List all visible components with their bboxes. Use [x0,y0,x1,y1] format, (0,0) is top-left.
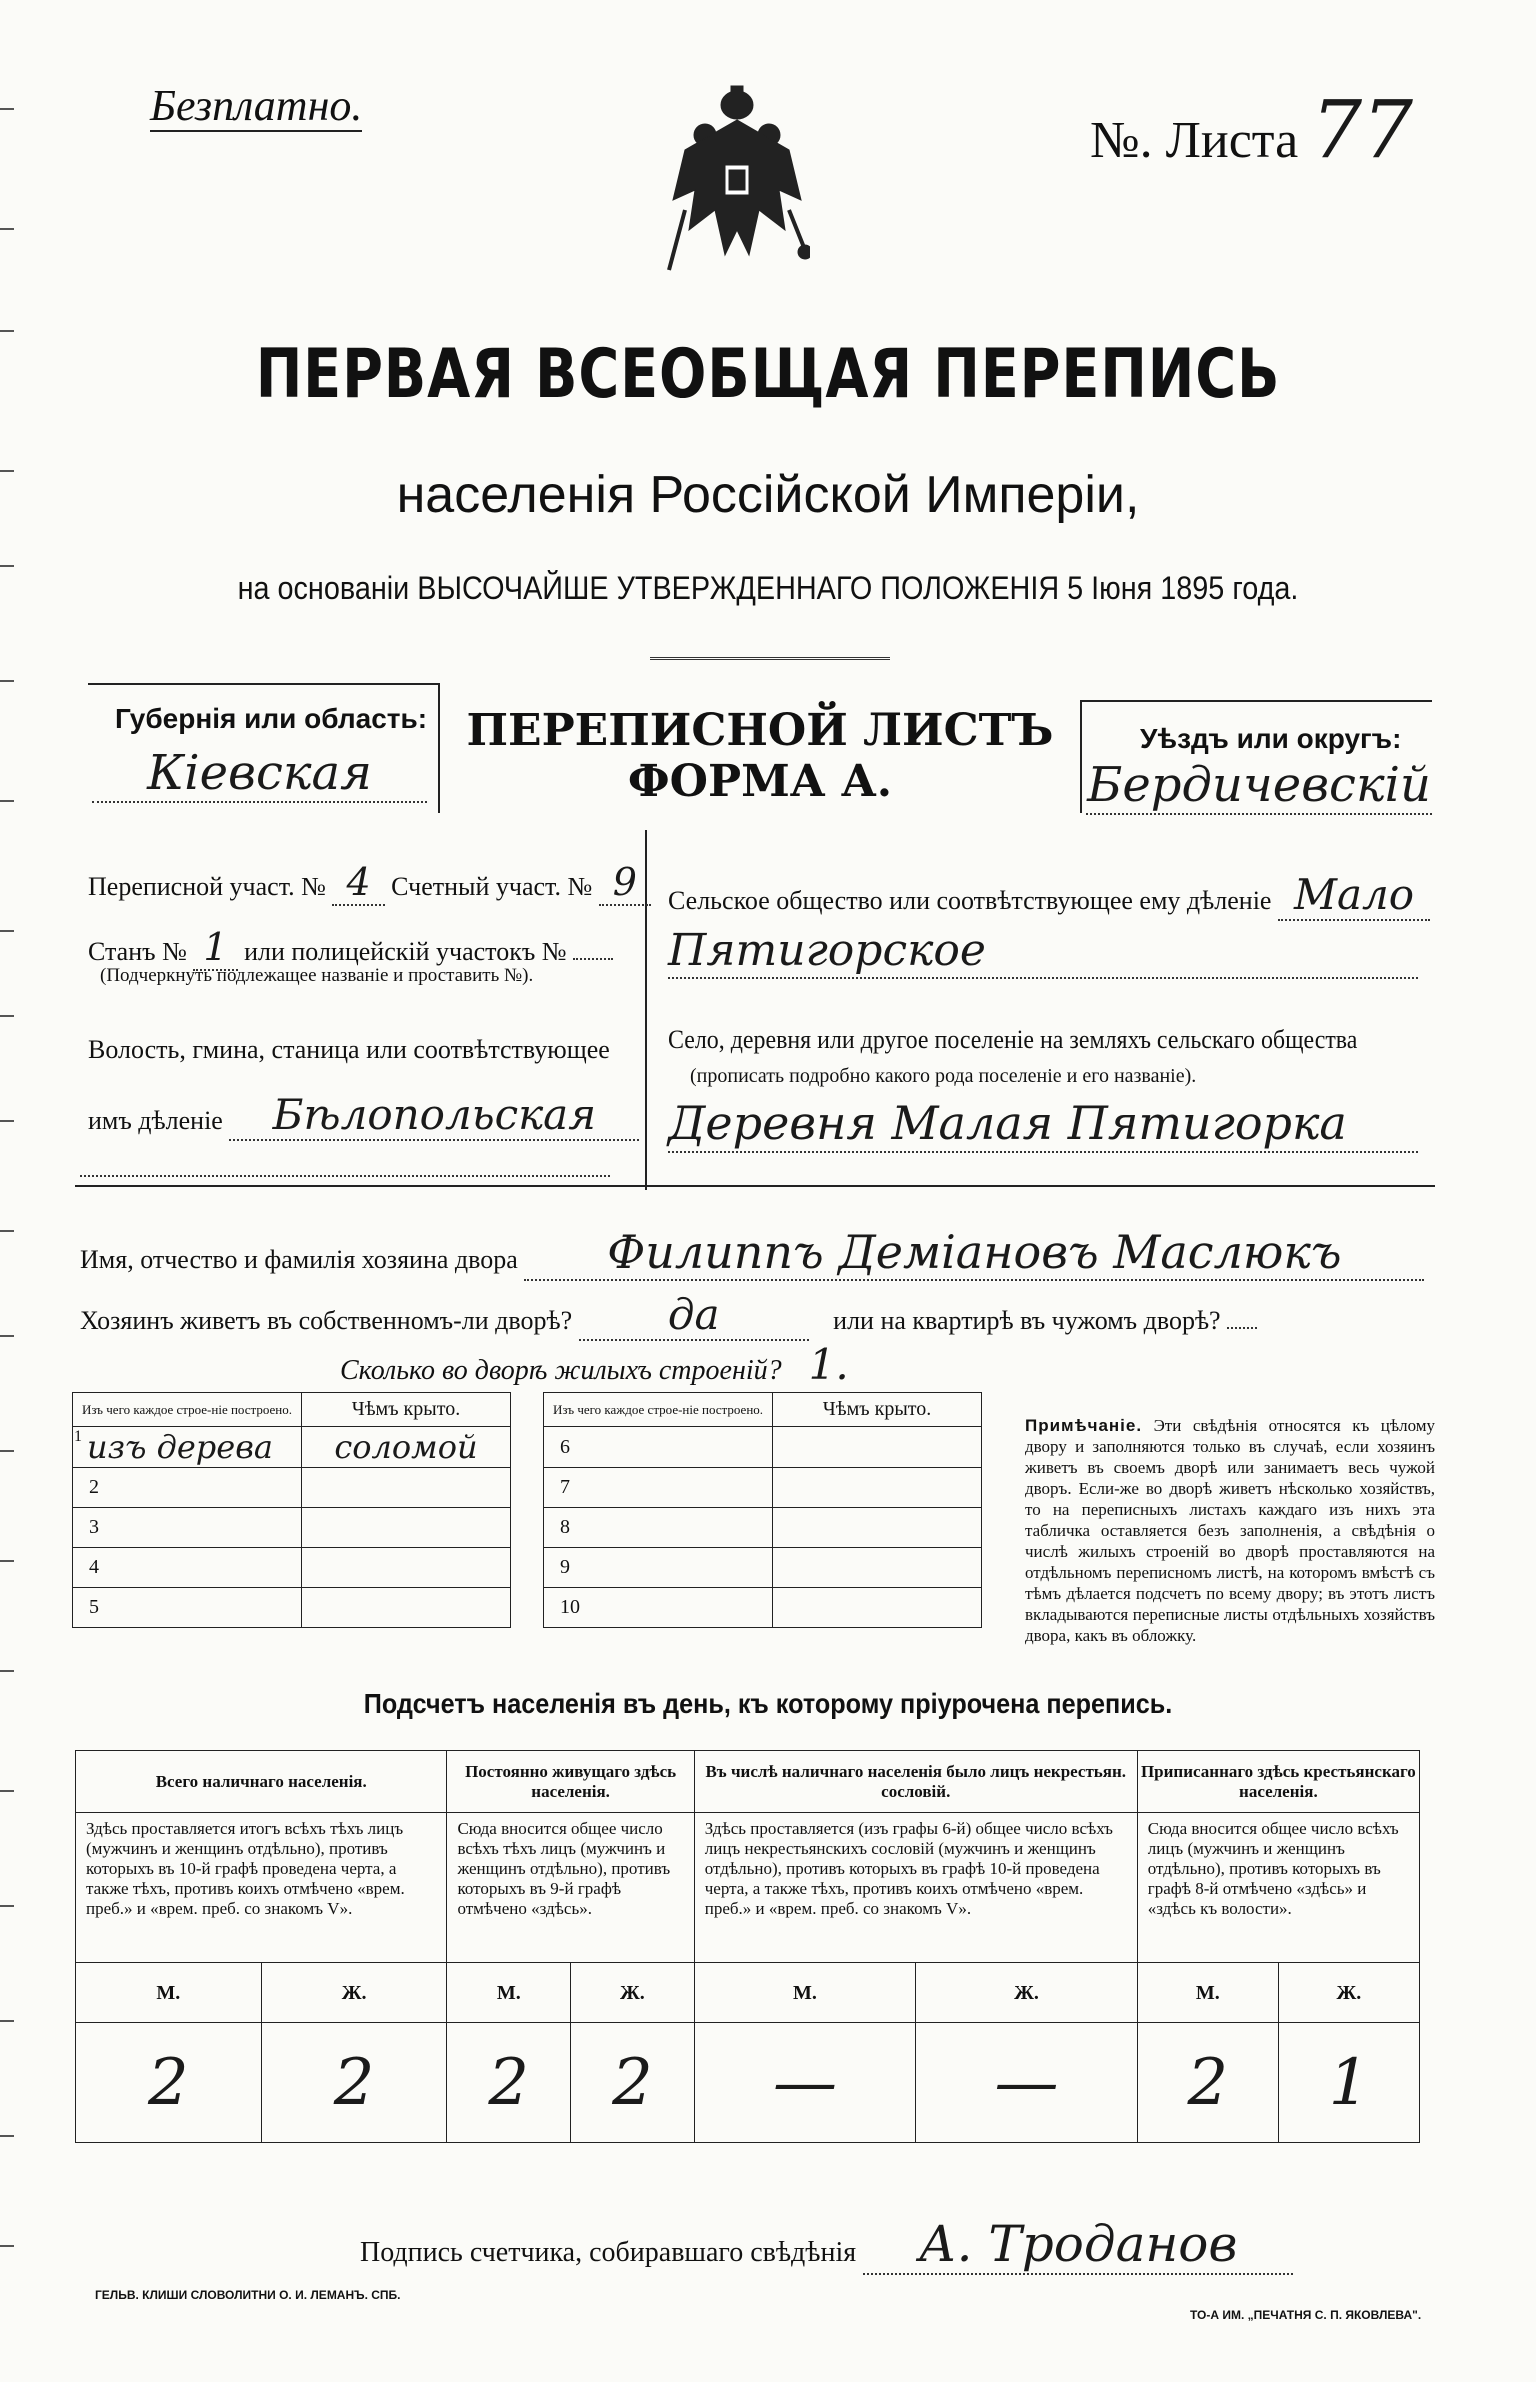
col-roof-header: Чѣмъ крыто. [302,1393,511,1427]
village-label: Село, деревня или другое поселеніе на земляхъ сельскаго общества [668,1025,1358,1054]
row-number: 3 [73,1508,302,1548]
table-row [73,1588,982,1628]
volost-line [88,1090,639,1141]
own-yard-value: да [579,1290,809,1341]
count-desc-4: Сюда вносится общее число всѣхъ лицъ (мужчинъ и женщинъ отдѣльно), противъ которыхъ въ графѣ 8-й отмѣчено «здѣсь» и «здѣсь къ волости». [1137,1813,1419,1963]
counting-area-label: Счетный участ. № [391,872,593,901]
province-value: Кіевская [92,745,427,803]
census-area-label: Переписной участ. № [88,872,326,901]
volost-value: Бѣлопольская [229,1090,639,1141]
form-letter: ФОРМА А. [627,756,893,807]
row-number-right: 7 [544,1468,773,1508]
row-roof: соломой [302,1427,511,1468]
volost-label: Волость, гмина, станица или соотвѣтствующее [88,1035,610,1064]
count-header-2: Постоянно живущаго здѣсь населенія. [447,1751,694,1813]
stan-label: Станъ № [88,937,187,966]
note [1025,1415,1435,1646]
signature-value: А. Троданов [863,2215,1293,2275]
census-area-value: 4 [332,860,384,906]
society-label: Сельское общество или соотвѣтствующее ему дѣленіе [668,886,1272,915]
province-label: Губернія или область: [115,703,428,734]
count-desc-3: Здѣсь проставляется (изъ графы 6-й) общее число всѣхъ лицъ некрестьянскихъ сословій (мужчинъ и женщинъ отдѣльно), противъ которыхъ въ графѣ 10-й проведена черта, а также тѣхъ, противъ коихъ отмѣчено «врем. преб.» и «врем. преб. со знакомъ V». [694,1813,1137,1963]
district-value: Бердичевскій [1087,757,1431,813]
stan-value: 1 [193,925,237,971]
page-title: ПЕРВАЯ ВСЕОБЩАЯ ПЕРЕПИСЬ [255,335,1281,414]
row-number-right: 10 [544,1588,773,1628]
society-value-1: Мало [1278,870,1430,921]
double-headed-eagle-emblem [665,80,810,280]
rent-label: или на квартирѣ въ чужомъ дворѣ? [833,1306,1221,1335]
count-value: — [916,2023,1138,2143]
m-label: М. [1137,1963,1278,2023]
count-value: 2 [76,2023,262,2143]
stan-note: (Подчеркнуть подлежащее названіе и проставить №). [100,965,534,986]
signature [360,2215,1293,2275]
printer-right: ТО-А ИМ. „ПЕЧАТНЯ С. П. ЯКОВЛЕВА". [1190,2308,1422,2322]
row-number-right: 8 [544,1508,773,1548]
counting-area-value: 9 [599,860,651,906]
owner-yard [80,1290,1257,1341]
society-value-2: Пятигорское [668,925,1418,979]
district-label: Уѣздъ или округъ: [1140,723,1402,754]
buildings-value: 1. [808,1340,849,1389]
note-title: Примѣчаніе. [1025,1416,1143,1435]
f-label: Ж. [916,1963,1138,2023]
col-material-header-2: Изъ чего каждое строе-ніе построено. [544,1393,773,1427]
count-value: 2 [261,2023,447,2143]
count-value: 2 [571,2023,695,2143]
count-title: Подсчетъ населенія въ день, къ которому пріурочена перепись. [363,1688,1173,1719]
form-title: ПЕРЕПИСНОЙ ЛИСТЪ [466,705,1054,756]
col-material-header: Изъ чего каждое строе-ніе построено. [73,1393,302,1427]
note-text: Эти свѣдѣнія относятся къ цѣлому двору и заполняются только въ случаѣ, если хозяинъ живетъ въ своемъ дворѣ или занимаетъ весь чужой дворъ. Если-же во дворѣ живетъ нѣсколько хозяйствъ, то на переписныхъ листахъ каждаго изъ нихъ эта табличка оставляется безъ заполненія, а свѣдѣнія о числѣ жилыхъ строеній во дворѣ проставляются на отдѣльномъ переписномъ листѣ, на которомъ вмѣстѣ съ тѣмъ дѣлается подсчетъ по всему двору; въ этотъ листъ вкладываются переписные листы отдѣльныхъ хозяйствъ двора, какъ въ обложку. [1025,1416,1436,1645]
row-number: 1 [74,1428,82,1445]
count-table [75,1750,1420,2143]
f-label: Ж. [1278,1963,1419,2023]
buildings-count [340,1340,849,1389]
m-label: М. [447,1963,571,2023]
sheet-number-value: 77 [1311,83,1414,176]
legal-basis: на основаніи ВЫСОЧАЙШЕ УТВЕРЖДЕННАГО ПОЛОЖЕНІЯ 5 Іюня 1895 года. [237,570,1299,606]
owner-name-value: Филиппъ Деміановъ Маслюкъ [524,1225,1424,1281]
buildings-label: Сколько во дворѣ жилыхъ строеній? [340,1355,782,1386]
police-label: или полицейскій участокъ № [244,937,567,966]
table-row [73,1468,982,1508]
table-row [73,1548,982,1588]
row-material: изъ дерева [87,1428,273,1466]
count-value: 2 [1137,2023,1278,2143]
f-label: Ж. [261,1963,447,2023]
count-value: 1 [1278,2023,1419,2143]
sheet-number-label: №. Листа [1090,112,1299,169]
count-header-4: Приписаннаго здѣсь крестьянскаго населенія. [1137,1751,1419,1813]
owner-name-label: Имя, отчество и фамилія хозяина двора [80,1245,518,1274]
table-row [73,1427,982,1468]
sheet-number [1090,83,1414,176]
signature-label: Подпись счетчика, собиравшаго свѣдѣнія [360,2237,857,2268]
count-value: — [694,2023,916,2143]
village-value: Деревня Малая Пятигорка [668,1095,1418,1153]
table-row [73,1508,982,1548]
col-roof-header-2: Чѣмъ крыто. [773,1393,982,1427]
f-label: Ж. [571,1963,695,2023]
stan [88,925,613,969]
count-desc-2: Сюда вносится общее число всѣхъ тѣхъ лицъ (мужчинъ и женщинъ отдѣльно), противъ которыхъ въ 9-й графѣ отмѣчено «здѣсь». [447,1813,694,1963]
m-label: М. [694,1963,916,2023]
printer-left: ГЕЛЬВ. КЛИШИ СЛОВОЛИТНИ О. И. ЛЕМАНЪ. СПБ. [95,2288,401,2302]
own-yard-label: Хозяинъ живетъ въ собственномъ-ли дворѣ? [80,1306,573,1335]
buildings-table [72,1392,982,1628]
row-number-right: 6 [544,1427,773,1468]
society [668,870,1430,919]
row-number-right: 9 [544,1548,773,1588]
page-subtitle: населенія Россійской Имперіи, [396,466,1140,524]
owner-name [80,1225,1424,1281]
village-note: (прописать подробно какого рода поселеніе и его названіе). [690,1065,1197,1087]
row-number: 2 [73,1468,302,1508]
count-value: 2 [447,2023,571,2143]
count-desc-1: Здѣсь проставляется итогъ всѣхъ тѣхъ лицъ (мужчинъ и женщинъ отдѣльно), противъ которыхъ въ 10-й графѣ проведена черта, а также тѣхъ, противъ коихъ отмѣчено «врем. преб.» и «врем. преб. со знакомъ V». [76,1813,447,1963]
row-number: 4 [73,1548,302,1588]
volost-label-2: имъ дѣленіе [88,1106,223,1135]
row-number: 5 [73,1588,302,1628]
m-label: М. [76,1963,262,2023]
ornament-divider [650,657,890,660]
count-header-3: Въ числѣ наличнаго населенія было лицъ некрестьян. сословій. [694,1751,1137,1813]
count-header-1: Всего наличнаго населенія. [76,1751,447,1813]
census-area [88,860,651,904]
free-label: Безплатно. [150,81,363,130]
